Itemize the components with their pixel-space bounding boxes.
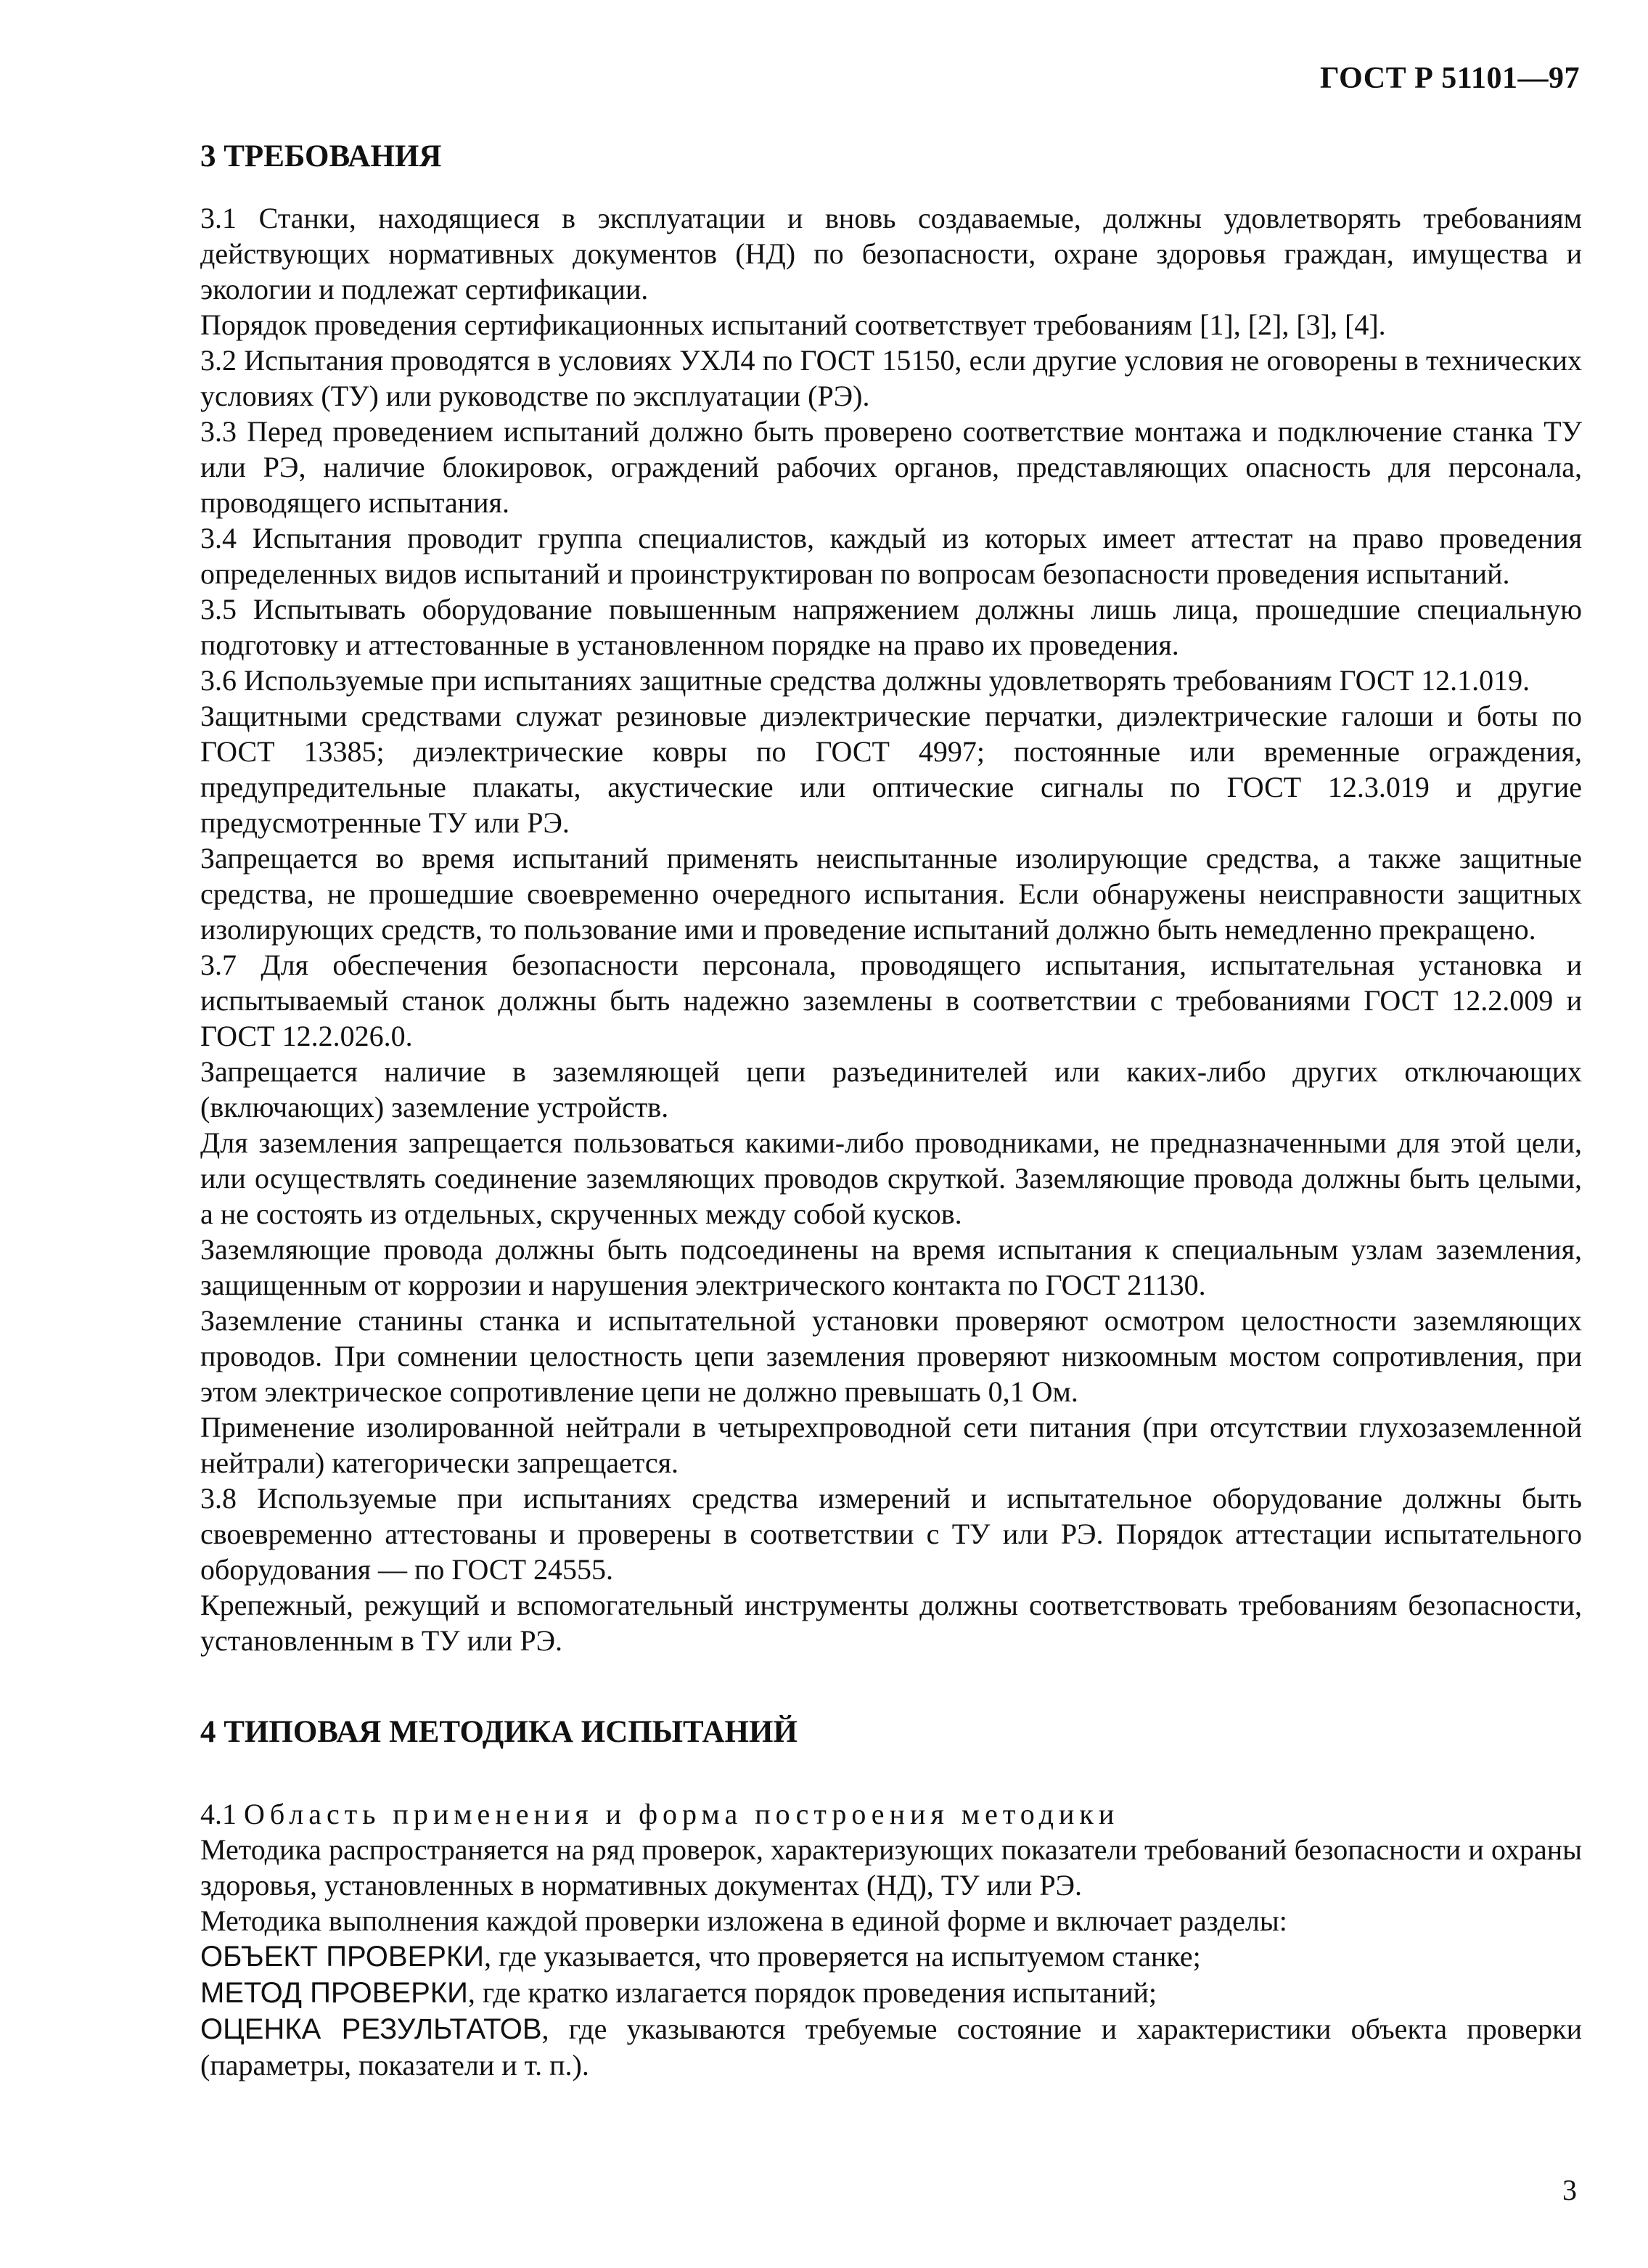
list-item-object: ОБЪЕКТ ПРОВЕРКИ, где указывается, что проверяется на испытуемом станке; <box>200 1940 1201 1973</box>
subsection-4-1-title: 4.1 Область применения и форма построения методики <box>200 1798 1120 1830</box>
paragraph-3-6: 3.6 Используемые при испытаниях защитные средства должны удовлетворять требованиям ГОСТ 12.1.019. <box>200 664 1530 697</box>
list-item-evaluation: ОЦЕНКА РЕЗУЛЬТАТОВ, где указываются требуемые состояние и характеристики объекта проверки (параметры, показатели и т. п.). <box>200 2013 1582 2081</box>
paragraph-protective-means: Защитными средствами служат резиновые диэлектрические перчатки, диэлектрические галоши и боты по ГОСТ 13385; диэлектрические ковры по ГОСТ 4997; постоянные или временные ограждения, предупредительные плакаты, акустические или оптические сигналы по ГОСТ 12.3.019 и другие предусмотренные ТУ или РЭ. <box>200 700 1582 839</box>
paragraph-method-form: Методика выполнения каждой проверки изложена в единой форме и включает разделы: <box>200 1904 1287 1937</box>
paragraph-order: Порядок проведения сертификационных испытаний соответствует требованиям [1], [2], [3], [4]. <box>200 308 1386 341</box>
paragraph-grounding-connection: Заземляющие провода должны быть подсоединены на время испытания к специальным узлам заземления, защищенным от коррозии и нарушения электрического контакта по ГОСТ 21130. <box>200 1233 1582 1301</box>
document-code-header: ГОСТ Р 51101—97 <box>1319 62 1580 95</box>
paragraph-isolated-neutral: Применение изолированной нейтрали в четырехпроводной сети питания (при отсутствии глухозаземленной нейтрали) категорически запрещается. <box>200 1411 1582 1479</box>
page-content <box>200 135 1582 2083</box>
paragraph-3-8: 3.8 Используемые при испытаниях средства измерений и испытательное оборудование должны быть своевременно аттестованы и проверены в соответствии с ТУ или РЭ. Порядок аттестации испытательного оборудования — по ГОСТ 24555. <box>200 1482 1582 1586</box>
section-4-title: 4 ТИПОВАЯ МЕТОДИКА ИСПЫТАНИЙ <box>200 1715 798 1749</box>
list-item-method: МЕТОД ПРОВЕРКИ, где кратко излагается порядок проведения испытаний; <box>200 1976 1157 2009</box>
paragraph-tools: Крепежный, режущий и вспомогательный инструменты должны соответствовать требованиям безопасности, установленным в ТУ или РЭ. <box>200 1589 1582 1657</box>
paragraph-prohibition-disconnectors: Запрещается наличие в заземляющей цепи разъединителей или каких-либо других отключающих (включающих) заземление устройств. <box>200 1055 1582 1123</box>
paragraph-3-2: 3.2 Испытания проводятся в условиях УХЛ4 по ГОСТ 15150, если другие условия не оговорены в технических условиях (ТУ) или руководстве по эксплуатации (РЭ). <box>200 344 1582 412</box>
paragraph-3-4: 3.4 Испытания проводит группа специалистов, каждый из которых имеет аттестат на право проведения определенных видов испытаний и проинструктирован по вопросам безопасности проведения испытаний. <box>200 522 1582 590</box>
paragraph-grounding-conductors: Для заземления запрещается пользоваться какими-либо проводниками, не предназначенными для этой цели, или осуществлять соединение заземляющих проводов скруткой. Заземляющие провода должны быть целыми, а не состоять из отдельных, скрученных между собой кусков. <box>200 1126 1582 1230</box>
paragraph-prohibition-untested: Запрещается во время испытаний применять неиспытанные изолирующие средства, а также защитные средства, не прошедшие своевременно очередного испытания. Если обнаружены неисправности защитных изолирующих средств, то пользование ими и проведение испытаний должно быть немедленно прекращено. <box>200 842 1582 946</box>
paragraph-3-7: 3.7 Для обеспечения безопасности персонала, проводящего испытания, испытательная установка и испытываемый станок должны быть надежно заземлены в соответствии с требованиями ГОСТ 12.2.009 и ГОСТ 12.2.026.0. <box>200 949 1582 1052</box>
section-3-title: 3 ТРЕБОВАНИЯ <box>200 139 442 173</box>
paragraph-3-3: 3.3 Перед проведением испытаний должно быть проверено соответствие монтажа и подключение станка ТУ или РЭ, наличие блокировок, ограждений рабочих органов, представляющих опасность для персонала, проводящего испытания. <box>200 415 1582 519</box>
paragraph-3-1: 3.1 Станки, находящиеся в эксплуатации и вновь создаваемые, должны удовлетворять требованиям действующих нормативных документов (НД) по безопасности, охране здоровья граждан, имущества и экологии и подлежат сертификации. <box>200 202 1582 306</box>
paragraph-grounding-check: Заземление станины станка и испытательной установки проверяют осмотром целостности заземляющих проводов. При сомнении целостность цепи заземления проверяют низкоомным мостом сопротивления, при этом электрическое сопротивление цепи не должно превышать 0,1 Ом. <box>200 1304 1582 1408</box>
paragraph-3-5: 3.5 Испытывать оборудование повышенным напряжением должны лишь лица, прошедшие специальную подготовку и аттестованные в установленном порядке на право их проведения. <box>200 593 1582 661</box>
paragraph-method-scope: Методика распространяется на ряд проверок, характеризующих показатели требований безопасности и охраны здоровья, установленных в нормативных документах (НД), ТУ или РЭ. <box>200 1833 1582 1901</box>
page-number: 3 <box>1562 2174 1577 2206</box>
